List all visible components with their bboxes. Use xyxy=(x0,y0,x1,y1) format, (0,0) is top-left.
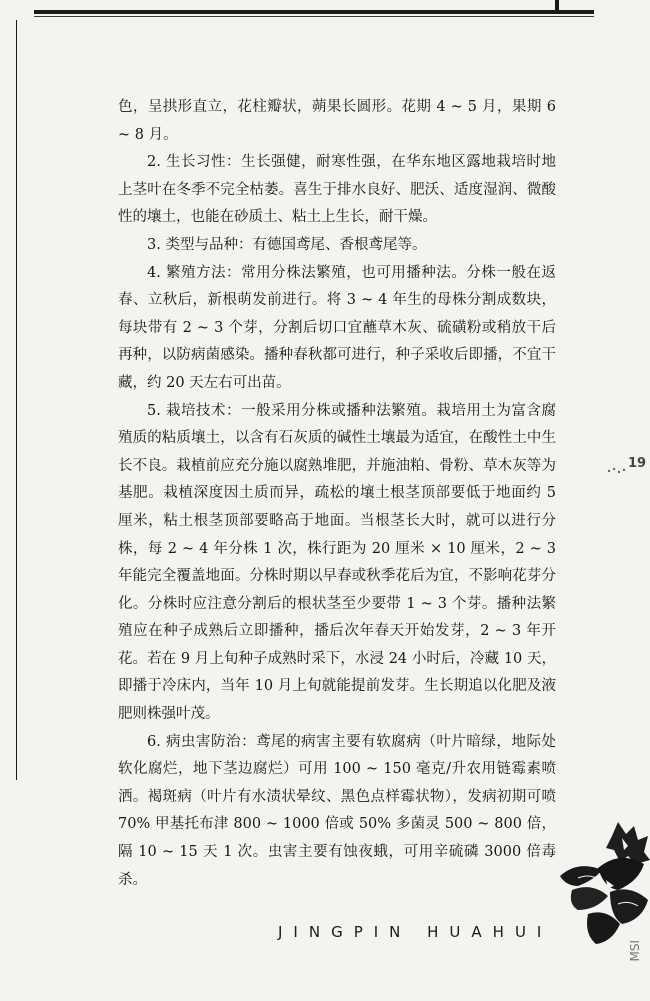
header-rule xyxy=(34,10,594,14)
paragraph-flower-description: 色，呈拱形直立，花柱瓣状，蒴果长圆形。花期 4 ~ 5 月，果期 6 ~ 8 月。 xyxy=(118,99,556,143)
footer-title: JINGPIN HUAHUI xyxy=(278,923,553,941)
paragraph-pest-control: 6. 病虫害防治：鸢尾的病害主要有软腐病（叶片暗绿，地际处软化腐烂，地下茎边腐烂）可用 100 ~ 150 毫克/升农用链霉素喷洒。褐斑病（叶片有水渍状晕纹、黑色点样霉状物），发病初期可喷 70% 甲基托布津 800 ~ 1000 倍或 50% 多菌灵 500 ~ 800 倍，隔 10 ~ 15 天 1 次。虫害主要有蚀夜蛾，可用辛硫磷 3000 倍毒杀。 xyxy=(118,733,556,888)
side-watermark: MSI xyxy=(628,940,642,962)
flower-illustration xyxy=(558,820,650,950)
page-number-ornament xyxy=(606,465,630,477)
page-number: 19 xyxy=(628,456,647,471)
binding-margin-line xyxy=(16,20,17,780)
paragraph-propagation: 4. 繁殖方法：常用分株法繁殖，也可用播种法。分株一般在返春、立秋后，新根萌发前进行。将 3 ~ 4 年生的母株分割成数块，每块带有 2 ~ 3 个芽，分割后切口宜蘸草木灰、硫磺粉或稍放干后再种，以防病菌感染。播种春秋都可进行，种子采收后即播，不宜干藏，约 20 天左右可出苗。 xyxy=(118,264,556,391)
header-tick-mark xyxy=(555,0,559,14)
header-rule-thin xyxy=(34,16,594,17)
body-text xyxy=(118,94,556,894)
paragraph-varieties: 3. 类型与品种：有德国鸢尾、香根鸢尾等。 xyxy=(147,236,427,253)
paragraph-cultivation: 5. 栽培技术：一般采用分株或播种法繁殖。栽培用土为富含腐殖质的粘质壤土，以含有石灰质的碱性土壤最为适宜，在酸性土中生长不良。栽植前应充分施以腐熟堆肥，并施油粕、骨粉、草木灰等为基肥。栽植深度因土质而异，疏松的壤土根茎顶部要低于地面约 5 厘米，粘土根茎顶部要略高于地面。当根茎长大时，就可以进行分株，每 2 ~ 4 年分株 1 次，株行距为 20 厘米 × 10 厘米，2 ~ 3 年能完全覆盖地面。分株时期以早春或秋季花后为宜，不影响花芽分化。分株时应注意分割后的根状茎至少要带 1 ~ 3 个芽。播种法繁殖应在种子成熟后立即播种，播后次年春天开始发芽，2 ~ 3 年开花。若在 9 月上旬种子成熟时采下，水浸 24 小时后，冷藏 10 天，即播于冷床内，当年 10 月上旬就能提前发芽。生长期追以化肥及液肥则株强叶茂。 xyxy=(118,402,556,723)
paragraph-growth-habit: 2. 生长习性：生长强健，耐寒性强，在华东地区露地栽培时地上茎叶在冬季不完全枯萎。喜生于排水良好、肥沃、适度湿润、微酸性的壤土，也能在砂质土、粘土上生长，耐干燥。 xyxy=(118,154,556,226)
